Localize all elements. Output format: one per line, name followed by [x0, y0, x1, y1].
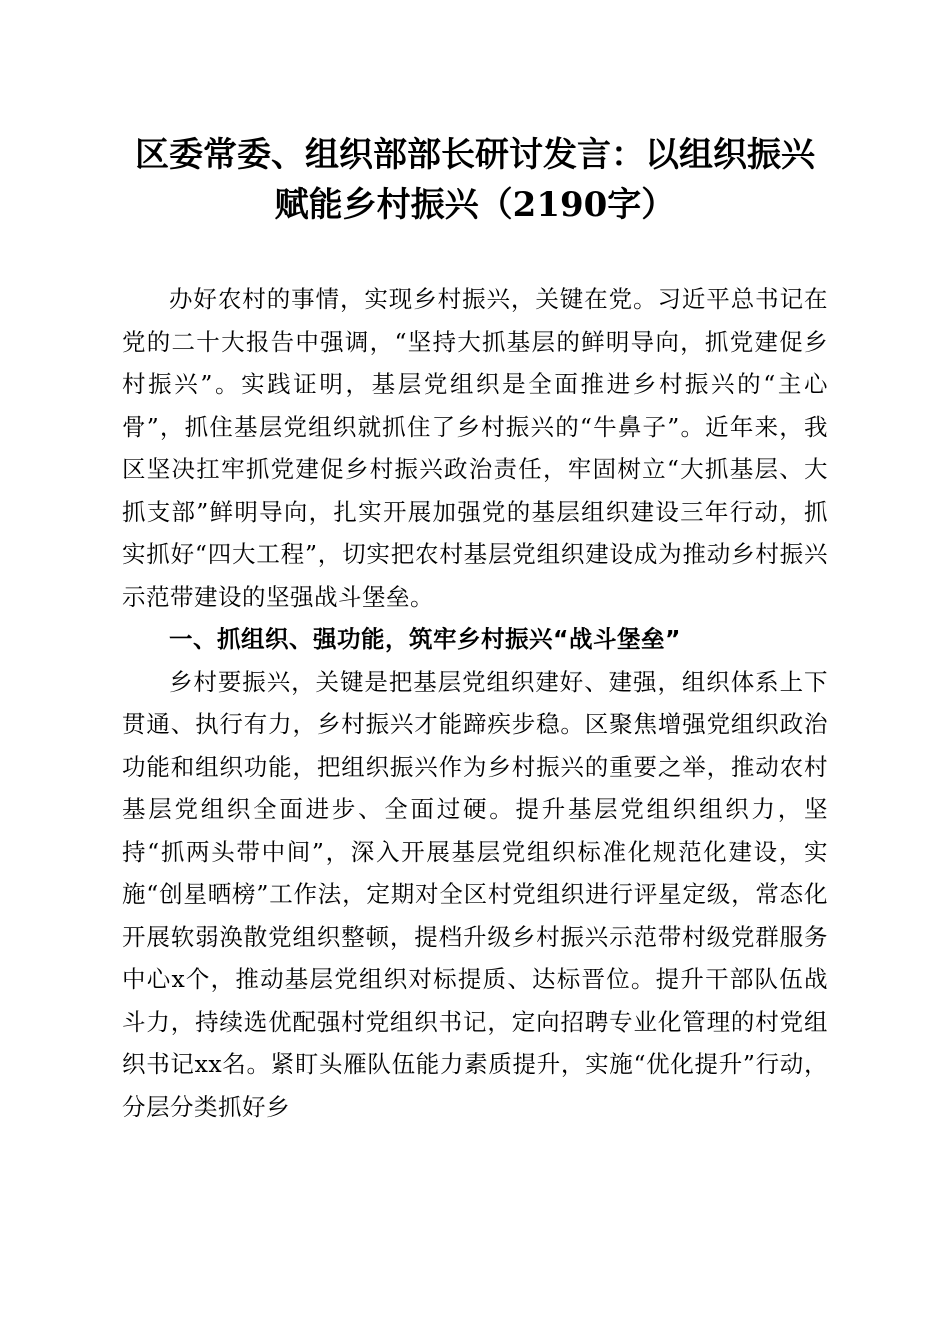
document-body — [122, 278, 828, 1128]
title-line-2: 赋能乡村振兴（2190字） — [274, 185, 676, 225]
intro-paragraph: 办好农村的事情，实现乡村振兴，关键在党。习近平总书记在党的二十大报告中强调，“坚持大抓基层的鲜明导向，抓党建促乡村振兴”。实践证明，基层党组织是全面推进乡村振兴的“主心骨”，抓住基层党组织就抓住了乡村振兴的“牛鼻子”。近年来，我区坚决扛牢抓党建促乡村振兴政治责任，牢固树立“大抓基层、大抓支部”鲜明导向，扎实开展加强党的基层组织建设三年行动，抓实抓好“四大工程”，切实把农村基层党组织建设成为推动乡村振兴示范带建设的坚强战斗堡垒。 — [122, 285, 828, 611]
document-title — [100, 130, 850, 230]
section-1-heading: 一、抓组织、强功能，筑牢乡村振兴“战斗堡垒” — [169, 625, 681, 653]
title-line-1: 区委常委、组织部部长研讨发言：以组织振兴 — [135, 135, 815, 175]
section-1-paragraph: 乡村要振兴，关键是把基层党组织建好、建强，组织体系上下贯通、执行有力，乡村振兴才能蹄疾步稳。区聚焦增强党组织政治功能和组织功能，把组织振兴作为乡村振兴的重要之举，推动农村基层党组织全面进步、全面过硬。提升基层党组织组织力，坚持“抓两头带中间”，深入开展基层党组织标准化规范化建设，实施“创星晒榜”工作法，定期对全区村党组织进行评星定级，常态化开展软弱涣散党组织整顿，提档升级乡村振兴示范带村级党群服务中心x个，推动基层党组织对标提质、达标晋位。提升干部队伍战斗力，持续选优配强村党组织书记，定向招聘专业化管理的村党组织书记xx名。紧盯头雁队伍能力素质提升，实施“优化提升”行动，分层分类抓好乡 — [122, 667, 828, 1121]
